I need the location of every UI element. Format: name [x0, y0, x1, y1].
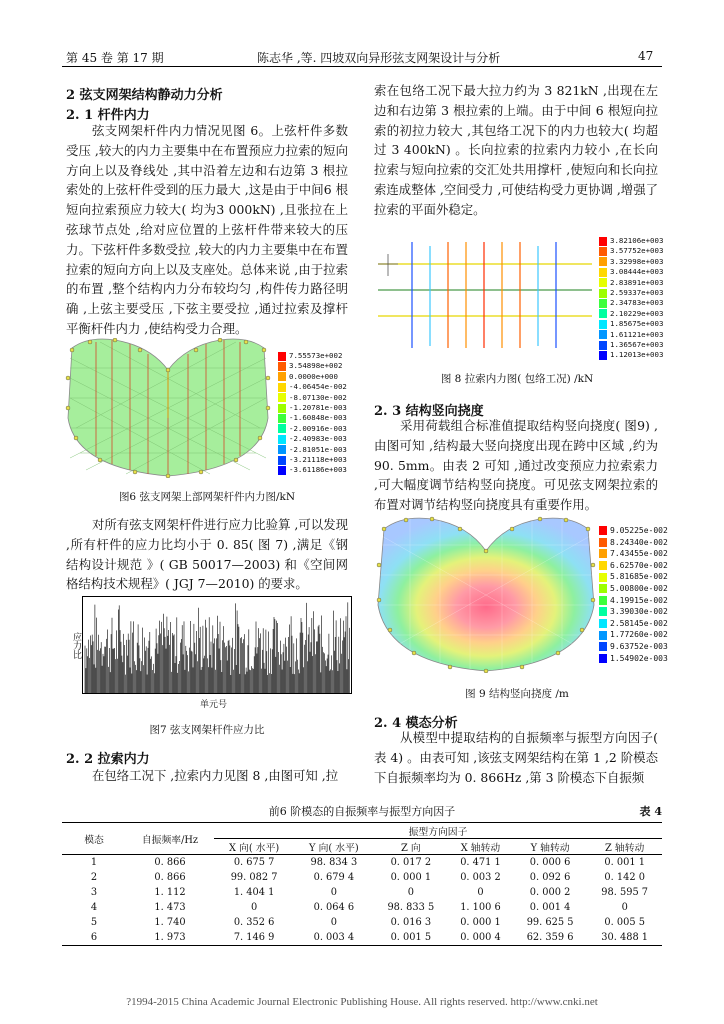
legend-swatch	[278, 435, 286, 444]
text-line: 上弦球节点处 ,给对应位置的上弦杆件带来较大的	[66, 202, 348, 237]
legend-label: -1.60848e-003	[289, 413, 347, 423]
legend-row	[599, 606, 668, 618]
legend-label: 3.57752e+003	[610, 246, 664, 256]
legend-label: 9.63752e-003	[610, 641, 668, 651]
legend-label: -8.07130e-002	[289, 392, 347, 402]
legend-row	[278, 455, 347, 465]
legend-label: 4.19915e-002	[610, 595, 668, 605]
legend-swatch	[599, 549, 607, 558]
cell: 99. 082 7	[230, 872, 278, 883]
text-line: 态下自振频率均为 0. 866Hz ,第 3 阶模态下自振频	[374, 749, 658, 785]
legend-swatch	[599, 268, 607, 277]
legend-row	[599, 340, 663, 350]
journal-issue: 第 45 卷 第 17 期	[66, 51, 164, 65]
cell: 0. 001 5	[390, 932, 432, 943]
legend-swatch	[599, 607, 607, 616]
paragraph-deflection	[374, 416, 658, 515]
legend-swatch	[278, 456, 286, 465]
col-y-rotation: Y 轴转动	[530, 842, 570, 854]
col-mode: 模态	[62, 823, 126, 855]
table-row	[62, 900, 662, 915]
cell: 0. 866	[154, 872, 186, 883]
legend-swatch	[599, 289, 607, 298]
legend-label: 3.39030e-002	[610, 607, 668, 617]
legend-row	[278, 465, 347, 475]
text-line: 结构设计规范 》( GB 50017—2003) 和《空间网格结	[66, 556, 348, 592]
section-2-1-heading: 2. 1 杆件内力	[66, 108, 150, 123]
cell: 0. 679 4	[313, 872, 355, 883]
legend-label: 3.32998e+003	[610, 256, 664, 266]
text-line: 采用荷载组合标准值提取结构竖向挠度( 图	[400, 418, 638, 433]
legend-swatch	[599, 596, 607, 605]
legend-label: 1.36567e+003	[610, 339, 664, 349]
legend-swatch	[278, 372, 286, 381]
cell: 1. 740	[154, 917, 186, 928]
legend-row	[599, 309, 663, 319]
legend-label: -1.20781e-003	[289, 402, 347, 412]
cell: 0. 017 2	[390, 857, 432, 868]
fig6-legend	[278, 351, 347, 476]
legend-label: 1.77260e-002	[610, 630, 668, 640]
col-y-horizontal: Y 向( 水平)	[308, 842, 359, 854]
col-x-rotation: X 轴转动	[460, 842, 501, 854]
text-line: 拉索的布置对调节结构竖向挠度具有重要作用。	[374, 477, 658, 513]
legend-row	[599, 548, 668, 560]
legend-swatch	[599, 631, 607, 640]
legend-label: -3.21118e+003	[289, 454, 347, 464]
table-header-row	[62, 823, 662, 839]
legend-swatch	[599, 561, 607, 570]
legend-swatch	[599, 278, 607, 287]
legend-swatch	[599, 237, 607, 246]
legend-row	[599, 618, 668, 630]
text-line: 弦支网架杆件内力情况见图 6。上弦杆件多数	[92, 123, 348, 138]
text-line: 布置拉索的短向方向上以及支座处。总体来说 ,由	[66, 241, 348, 277]
running-title: 陈志华 ,等. 四坡双向异形弦支网架设计与分析	[257, 51, 501, 65]
text-line: 索的初拉力较大 ,其包络工况下的内力也较大( 均	[374, 122, 646, 138]
legend-swatch	[278, 352, 286, 361]
legend-swatch	[599, 341, 607, 350]
legend-swatch	[599, 330, 607, 339]
col-x-horizontal: X 向( 水平)	[228, 842, 280, 854]
legend-row	[599, 246, 663, 256]
cell: 0. 092 6	[529, 872, 571, 883]
legend-label: 2.34783e+003	[610, 298, 664, 308]
legend-row	[599, 595, 668, 607]
legend-swatch	[278, 404, 286, 413]
legend-swatch	[599, 309, 607, 318]
legend-label: 0.0000e+000	[289, 371, 338, 381]
text-line: 9) ,由图可知 ,结构最大竖向挠度出现在跨中区域 ,	[374, 418, 658, 453]
cell: 0. 000 1	[460, 917, 501, 928]
cell: 0. 001 4	[529, 902, 571, 913]
col-z-rotation: Z 轴转动	[605, 842, 645, 854]
page-number: 47	[638, 49, 654, 63]
text-line: ( 表 4) 。由表可知 ,该弦支网架结构在第 1 ,2 阶模	[374, 730, 658, 765]
legend-row	[278, 445, 347, 455]
legend-row	[278, 351, 347, 361]
legend-row	[278, 361, 347, 371]
cell: 0. 001 1	[604, 857, 645, 868]
cell: 98. 834 3	[310, 857, 358, 868]
legend-row	[599, 583, 668, 595]
legend-swatch	[599, 573, 607, 582]
legend-label: -3.61186e+003	[289, 465, 347, 475]
fig7-stress-ratio-plot	[82, 596, 352, 694]
cell: 0. 064 6	[313, 902, 355, 913]
cell: 0. 000 2	[529, 887, 571, 898]
cell: 30. 488 1	[601, 932, 649, 943]
fig7-y-axis-label: 应力比	[71, 632, 81, 659]
legend-row	[599, 257, 663, 267]
fig9-legend	[599, 525, 668, 664]
legend-label: 2.83891e+003	[610, 277, 664, 287]
cell: 3	[90, 887, 98, 898]
legend-swatch	[599, 642, 607, 651]
cell: 1. 973	[154, 932, 186, 943]
cell: 0	[407, 887, 414, 898]
legend-row	[599, 330, 663, 340]
fig7-x-axis-label: 单元号	[200, 700, 228, 710]
legend-swatch	[599, 247, 607, 256]
table-row	[62, 870, 662, 885]
text-line: 索力 ,可大幅度调节结构竖向挠度。可见弦支网架	[374, 457, 658, 493]
legend-row	[599, 288, 663, 298]
legend-swatch	[599, 299, 607, 308]
cell: 1. 112	[154, 887, 186, 898]
cell: 0	[330, 917, 337, 928]
fig9-caption: 图 9 结构竖向挠度 /m	[465, 688, 569, 700]
cell: 2	[90, 872, 98, 883]
legend-swatch	[278, 466, 286, 475]
cell: 1. 404 1	[233, 887, 275, 898]
legend-swatch	[599, 584, 607, 593]
paragraph-modal	[374, 728, 658, 787]
legend-label: 8.24340e-002	[610, 537, 668, 547]
text-line: 强了拉索的平面外稳定。	[374, 181, 659, 217]
legend-swatch	[599, 257, 607, 266]
fig8-legend	[599, 236, 663, 361]
legend-row	[599, 571, 668, 583]
legend-swatch	[278, 362, 286, 371]
legend-row	[599, 641, 668, 653]
paragraph-cable-force-start: 在包络工况下 ,拉索内力见图 8 ,由图可知 ,拉	[92, 768, 339, 783]
legend-row	[599, 537, 668, 549]
legend-swatch	[599, 538, 607, 547]
text-line: 向方向上以及脊线处 ,其中沿着左边和右边第 3 根	[66, 142, 348, 178]
legend-row	[599, 236, 663, 246]
legend-label: 1.85675e+003	[610, 319, 664, 329]
col-frequency: 自振频率/Hz	[126, 823, 214, 855]
cell: 98. 595 7	[601, 887, 649, 898]
text-line: 超过 3 400kN) 。长向拉索的拉索内力较小 ,在长向	[374, 122, 658, 158]
legend-swatch	[599, 619, 607, 628]
cell: 0. 352 6	[233, 917, 275, 928]
table-row	[62, 915, 662, 930]
cell: 0. 000 1	[390, 872, 432, 883]
legend-row	[599, 560, 668, 572]
cell: 62. 359 6	[526, 932, 574, 943]
legend-label: 9.05225e-002	[610, 526, 668, 535]
cell: 5	[90, 917, 98, 928]
table-row	[62, 930, 662, 946]
cell: 0. 866	[154, 857, 186, 868]
cell: 0. 000 4	[460, 932, 501, 943]
table4-grid	[62, 822, 662, 946]
legend-row	[599, 267, 663, 277]
cell: 99. 625 5	[526, 917, 574, 928]
cell: 6	[90, 932, 98, 943]
legend-swatch	[278, 445, 286, 454]
cell: 0	[477, 887, 484, 898]
legend-swatch	[599, 654, 607, 663]
table4-label: 表 4	[639, 805, 662, 818]
paragraph-stress-ratio	[66, 515, 348, 594]
legend-row	[278, 424, 347, 434]
legend-row	[599, 298, 663, 308]
cell: 1	[90, 857, 98, 868]
text-line: 边和右边第 3 根拉索的上端。由于中间 6 根短向拉	[374, 102, 658, 118]
cell: 0. 003 2	[460, 872, 501, 883]
legend-label: 7.43455e-002	[610, 549, 668, 559]
legend-label: 1.12013e+003	[610, 350, 664, 360]
col-z: Z 向	[400, 842, 421, 854]
table-row	[62, 885, 662, 900]
section-2-4-heading: 2. 4 模态分析	[374, 716, 458, 731]
cell: 0. 000 6	[529, 857, 571, 868]
header-rule	[62, 66, 662, 67]
legend-label: 3.82106e+003	[610, 236, 664, 245]
legend-label: 2.59337e+003	[610, 287, 664, 297]
cell: 0. 142 0	[604, 872, 645, 883]
legend-label: 1.54902e-003	[610, 653, 668, 663]
legend-label: 2.10229e+003	[610, 308, 664, 318]
legend-swatch	[278, 383, 286, 392]
legend-swatch	[599, 320, 607, 329]
text-line: 受压 ,较大的内力主要集中在布置预应力拉索的短	[66, 142, 336, 158]
legend-swatch	[599, 526, 607, 535]
section-2-2-heading: 2. 2 拉索内力	[66, 752, 150, 767]
text-line: 及撑杆平衡杆件内力 ,使结构受力合理。	[66, 301, 348, 336]
text-line: 约为 90. 5mm。由表 2 可知 ,通过改变预应力拉索	[374, 437, 658, 473]
legend-label: 5.00800e-002	[610, 583, 668, 593]
legend-swatch	[278, 393, 286, 402]
legend-label: 6.62570e-002	[610, 560, 668, 570]
table-row	[62, 855, 662, 871]
fig8-caption: 图 8 拉索内力图( 包络工况) /kN	[440, 373, 594, 385]
legend-row	[599, 629, 668, 641]
legend-row	[278, 382, 347, 392]
legend-label: 1.61121e+003	[610, 329, 664, 339]
table4-title-row	[62, 803, 662, 819]
cell: 0. 675 7	[233, 857, 275, 868]
text-line: 压力。下弦杆件多数受拉 ,较大的内力主要集中在	[66, 221, 348, 257]
legend-row	[599, 319, 663, 329]
table4-title: 前6 阶模态的自振频率与振型方向因子	[268, 805, 456, 818]
fig7-caption: 图7 弦支网架杆件应力比	[149, 724, 265, 736]
cell: 0	[621, 902, 628, 913]
footer-copyright: ?1994-2015 China Academic Journal Electronic Publishing House. All rights reserved. http://www.cnki.net	[126, 996, 598, 1008]
section-2-3-heading: 2. 3 结构竖向挠度	[374, 404, 484, 419]
cell: 1. 473	[154, 902, 186, 913]
legend-row	[278, 403, 347, 413]
legend-row	[599, 350, 663, 360]
cell: 4	[90, 902, 98, 913]
cell: 7. 146 9	[233, 932, 275, 943]
legend-row	[599, 653, 668, 665]
legend-row	[278, 434, 347, 444]
fig9-deflection-contour	[370, 515, 602, 673]
legend-label: 3.54898e+002	[289, 361, 343, 371]
text-line: 路径明确 ,上弦主要受压 ,下弦主要受拉 ,通过拉索	[66, 281, 349, 317]
text-line: 拉索处的上弦杆件受到的压力最大 ,这是由于中间	[66, 162, 348, 198]
fig6-member-force-plot	[60, 338, 275, 478]
text-line: 6 根短向拉索预应力较大( 均为3 000kN) ,且张拉在	[66, 182, 348, 218]
cell: 0	[330, 887, 337, 898]
text-line: 现 ,所有杆件的应力比均小于 0. 85( 图 7) ,满足《钢	[66, 517, 348, 552]
legend-swatch	[599, 351, 607, 360]
cell: 98. 833 5	[387, 902, 435, 913]
col-group-mode-factors: 振型方向因子	[214, 823, 662, 839]
cell: 0. 005 5	[604, 917, 645, 928]
legend-label: -2.00916e-003	[289, 423, 347, 433]
paragraph-member-force	[66, 121, 348, 339]
text-line: 从模型中提取结构的自振频率与振型方向因子	[400, 730, 654, 745]
fig6-caption: 图6 弦支网架上部网架杆件内力图/kN	[118, 491, 296, 503]
cell: 0	[250, 902, 258, 913]
text-line: 于拉索的布置 ,整个结构内力分布较均匀 ,构件传力	[66, 261, 348, 297]
legend-label: -4.06454e-002	[289, 382, 347, 392]
text-line: 拉索连成整体 ,空间受力 ,可使结构受力更协调 ,增	[374, 162, 658, 197]
legend-label: 7.55573e+002	[289, 351, 343, 360]
legend-swatch	[278, 414, 286, 423]
text-line: 索在包络工况下最大拉力约为 3 821kN ,出现在左	[374, 83, 658, 98]
legend-row	[599, 278, 663, 288]
text-line: 对所有弦支网架杆件进行应力比验算 ,可以发	[92, 517, 336, 532]
cell: 0. 471 1	[460, 857, 501, 868]
table4	[62, 822, 662, 946]
fig8-cable-force-plot	[372, 236, 594, 352]
legend-label: -2.40983e-003	[289, 434, 347, 444]
cell: 1. 100 6	[460, 902, 501, 913]
legend-label: -2.81051e-003	[289, 444, 347, 454]
legend-row	[278, 393, 347, 403]
legend-label: 2.58145e-002	[610, 618, 668, 628]
legend-swatch	[278, 424, 286, 433]
cell: 0. 003 4	[313, 932, 355, 943]
legend-label: 5.81685e-002	[610, 572, 668, 582]
legend-row	[278, 413, 347, 423]
text-line: 构技术规程》( JGJ 7—2010) 的要求。	[90, 576, 308, 592]
paragraph-cable-force-cont	[374, 81, 658, 220]
section-2-heading: 2 弦支网架结构静动力分析	[66, 88, 223, 103]
legend-row	[599, 525, 668, 537]
legend-row	[278, 372, 347, 382]
text-line: 拉索与短向拉索的交汇处共用撑杆 ,使短向和长向	[374, 162, 646, 178]
cell: 0. 016 3	[390, 917, 432, 928]
legend-label: 3.08444e+003	[610, 267, 664, 277]
